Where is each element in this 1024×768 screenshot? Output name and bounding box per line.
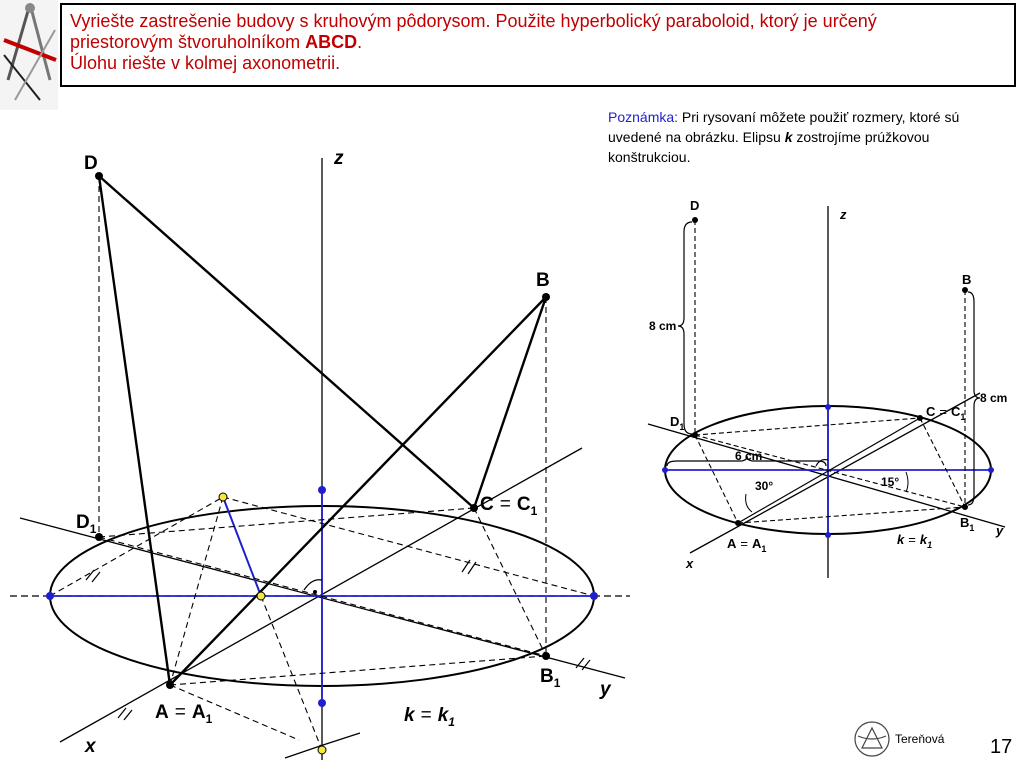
label-C: $C = C_1$ xyxy=(480,494,538,518)
main-right-angle-mark xyxy=(304,580,322,590)
label-B: B xyxy=(536,270,550,291)
note-label: Poznámka: xyxy=(608,109,679,125)
small-dim-6cm: 6 cm xyxy=(735,449,763,463)
task-line-2-text: priestorovým štvoruholníkom xyxy=(70,32,306,52)
small-x-axis xyxy=(648,424,1005,527)
small-label-y: y xyxy=(996,523,1004,538)
small-diagram xyxy=(648,198,1007,578)
author-logo-icon xyxy=(855,722,889,756)
small-angle-30: 30° xyxy=(755,479,774,493)
small-points xyxy=(692,217,968,526)
small-dim-8cm-left: 8 cm xyxy=(649,319,677,333)
small-label-A: $A = A_1$ xyxy=(727,536,767,554)
task-line-2-bold: ABCD xyxy=(305,32,358,52)
label-D1: $D_1$ xyxy=(76,512,97,536)
point-B1 xyxy=(542,652,550,660)
label-y: y xyxy=(600,679,611,700)
task-line-1: Vyriešte zastrešenie budovy s kruhovým pôdorysom. Použite hyperbolický paraboloid, ktorý je určený xyxy=(70,11,877,31)
small-label-x: x xyxy=(686,556,694,571)
small-brace-left xyxy=(678,222,692,434)
task-line-2-end: . xyxy=(357,32,363,52)
point-B xyxy=(542,293,550,301)
page-number: 17 xyxy=(990,736,1013,758)
label-D: D xyxy=(84,153,98,174)
note-text-1: Pri rysovaní môžete použiť rozmery, ktoré sú uvedené na obrázku. Elipsu xyxy=(608,109,960,145)
small-label-k: $k = k_1$ xyxy=(897,532,933,550)
label-k: $k = k_1$ xyxy=(404,705,455,729)
main-tick-marks xyxy=(86,560,590,720)
label-z: z xyxy=(334,148,344,169)
small-label-B: B xyxy=(962,272,972,287)
label-B1: $B_1$ xyxy=(540,666,561,690)
note-text-2: zostrojíme prúžkovou konštrukciou. xyxy=(608,129,930,165)
note-k: k xyxy=(784,129,793,145)
author-name: Tereňová xyxy=(895,732,945,746)
label-A: $A = A_1$ xyxy=(155,702,213,726)
small-dim-8cm-right: 8 cm xyxy=(980,391,1008,405)
task-line-3: Úlohu riešte v kolmej axonometrii. xyxy=(70,53,341,73)
small-label-z: z xyxy=(840,207,847,222)
point-A xyxy=(166,681,174,689)
point-C xyxy=(470,504,478,512)
label-x: x xyxy=(85,736,96,757)
small-angle-15: 15° xyxy=(881,475,900,489)
main-diagram xyxy=(10,148,630,760)
small-label-B1: $B_1$ xyxy=(960,515,975,533)
small-label-D1: $D_1$ xyxy=(670,414,685,432)
main-yellow-points xyxy=(219,493,326,754)
small-dashed-constructions xyxy=(695,220,965,523)
main-blue-segment xyxy=(223,497,261,596)
small-label-C: $C = C_1$ xyxy=(926,404,966,422)
small-label-D: D xyxy=(690,198,700,213)
main-labels xyxy=(76,148,612,757)
